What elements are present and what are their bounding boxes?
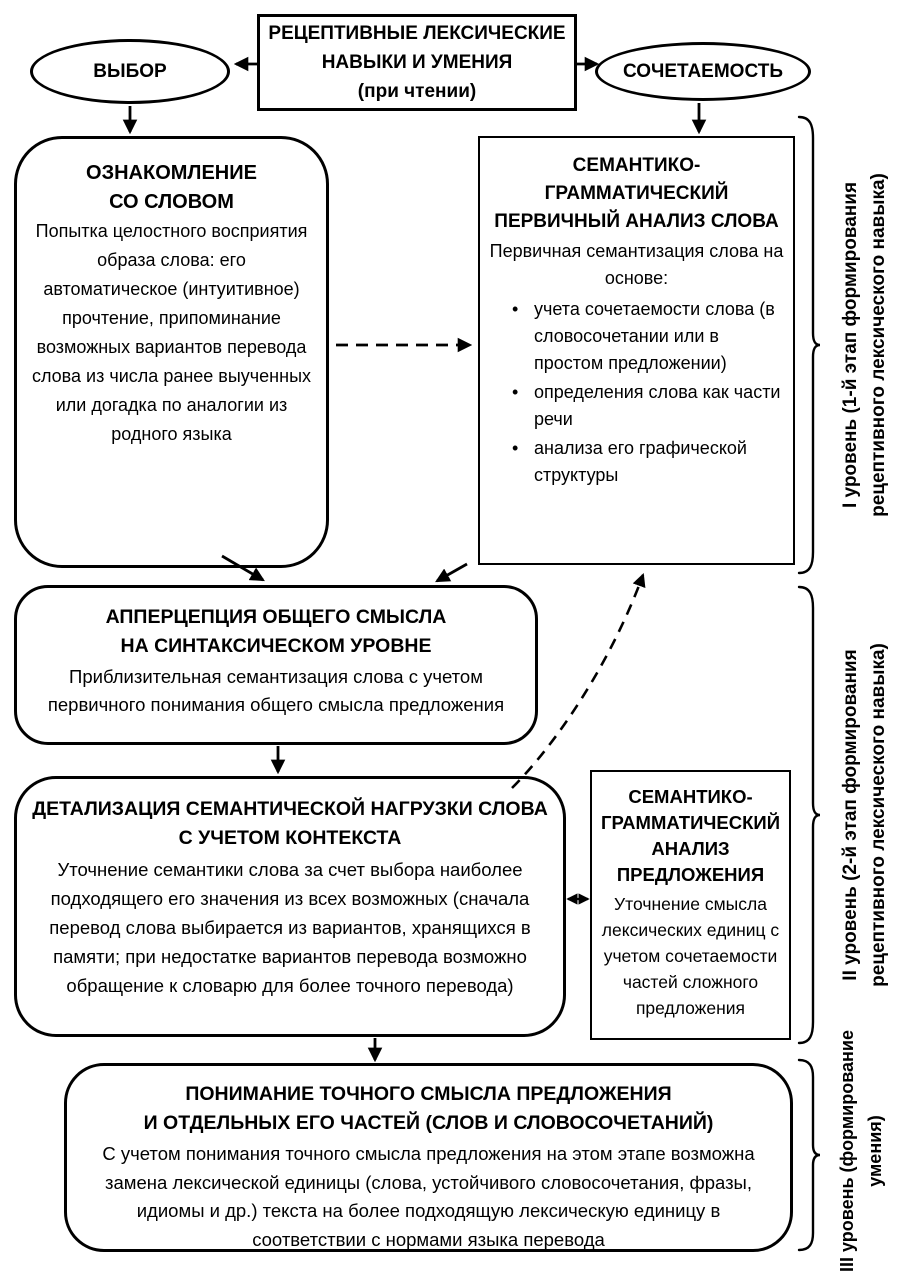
root-node [257, 14, 577, 111]
bullet-item [510, 379, 781, 433]
familiarization-title-line: ОЗНАКОМЛЕНИЕ [86, 162, 257, 184]
detailing-title-line: С УЧЕТОМ КОНТЕКСТА [178, 827, 402, 849]
apperception-node [14, 585, 538, 745]
level-2-brace [796, 584, 822, 1046]
bullet-item [510, 296, 781, 377]
primary-analysis-title-line: ПЕРВИЧНЫЙ АНАЛИЗ СЛОВА [494, 211, 779, 232]
bullet-text: учета сочетаемости слова (в словосочетании или в простом предложении) [534, 299, 775, 373]
primary-analysis-title-line: ГРАММАТИЧЕСКИЙ [544, 183, 729, 204]
bullet-item [510, 435, 781, 489]
familiarization-title-line: СО СЛОВОМ [109, 191, 234, 213]
level-2-label-line: II уровень (2-й этап формирования [840, 649, 861, 981]
primary-analysis-node [478, 136, 795, 565]
sentence-analysis-node [590, 770, 791, 1040]
level-3-label-line: III уровень (формирование [837, 1030, 857, 1272]
level-1-label-line: I уровень (1-й этап формирования [840, 181, 861, 509]
sentence-analysis-body: Уточнение смысла лексических единиц с учетом сочетаемости частей сложного предложения [601, 894, 780, 1018]
choice-ellipse [30, 39, 230, 104]
level-3-label-line: умения) [865, 1115, 885, 1187]
level-3-brace [796, 1057, 822, 1253]
sentence-analysis-title-line: АНАЛИЗ [651, 838, 730, 859]
primary-analysis-title-line: СЕМАНТИКО- [572, 155, 701, 176]
level-2-label-line: рецептивного лексического навыка) [868, 643, 889, 987]
detailing-body: Уточнение семантики слова за счет выбора наиболее подходящего его значения из всех возможных (сначала перевод слова выбирается из вариантов, хранящихся в памяти; при недостатке вариантов перевода возможно обращение к словарю для более точного перевода) [49, 859, 531, 996]
apperception-title-line: АППЕРЦЕПЦИЯ ОБЩЕГО СМЫСЛА [105, 606, 447, 628]
apperception-title-line: НА СИНТАКСИЧЕСКОМ УРОВНЕ [120, 635, 432, 657]
bullet-marker-icon: • [512, 438, 519, 458]
understanding-body: С учетом понимания точного смысла предложения на этом этапе возможна замена лексической единицы (слова, устойчивого словосочетания, фразы, идиомы и др.) текста на более подходящую лексическую единицу в соответствии с нормами языка перевода [102, 1143, 755, 1250]
level-1-brace [796, 114, 822, 576]
level-3-label [833, 1016, 891, 1272]
root-title-line: РЕЦЕПТИВНЫЕ ЛЕКСИЧЕСКИЕ [268, 23, 566, 44]
root-title-line: НАВЫКИ И УМЕНИЯ [321, 52, 513, 73]
level-2-label [837, 580, 895, 1050]
sentence-analysis-title-line: ГРАММАТИЧЕСКИЙ [600, 812, 780, 833]
familiarization-node [14, 136, 329, 568]
root-title-line: (при чтении) [357, 81, 477, 102]
detailing-title-line: ДЕТАЛИЗАЦИЯ СЕМАНТИЧЕСКОЙ НАГРУЗКИ СЛОВА [32, 798, 548, 820]
understanding-title-line: И ОТДЕЛЬНЫХ ЕГО ЧАСТЕЙ (СЛОВ И СЛОВОСОЧЕТАНИЙ) [143, 1112, 714, 1134]
apperception-body: Приблизительная семантизация слова с учетом первичного понимания общего смысла предложения [47, 666, 505, 715]
sentence-analysis-title-line: СЕМАНТИКО- [628, 786, 753, 807]
bullet-marker-icon: • [512, 382, 519, 402]
understanding-title-line: ПОНИМАНИЕ ТОЧНОГО СМЫСЛА ПРЕДЛОЖЕНИЯ [185, 1083, 672, 1105]
collocation-label: СОЧЕТАЕМОСТЬ [623, 60, 783, 82]
detailing-node [14, 776, 566, 1037]
sentence-analysis-title-line: ПРЕДЛОЖЕНИЯ [616, 864, 765, 885]
familiarization-body: Попытка целостного восприятия образа слова: его автоматическое (интуитивное) прочтение, припоминание возможных вариантов перевода слова из числа ранее выученных или догадка по аналогии из родного языка [31, 221, 312, 444]
collocation-ellipse [595, 42, 811, 101]
primary-analysis-bullet-list [480, 296, 793, 489]
primary-analysis-intro: Первичная семантизация слова на основе: [489, 241, 784, 288]
choice-label: ВЫБОР [93, 60, 167, 82]
bullet-text: определения слова как части речи [534, 382, 781, 429]
bullet-text: анализа его графической структуры [534, 438, 747, 485]
level-1-label [837, 110, 895, 580]
arrow-primary-analysis-to-apperception [437, 564, 467, 581]
level-1-label-line: рецептивного лексического навыка) [868, 173, 889, 517]
bullet-marker-icon: • [512, 299, 519, 319]
understanding-node [64, 1063, 793, 1252]
